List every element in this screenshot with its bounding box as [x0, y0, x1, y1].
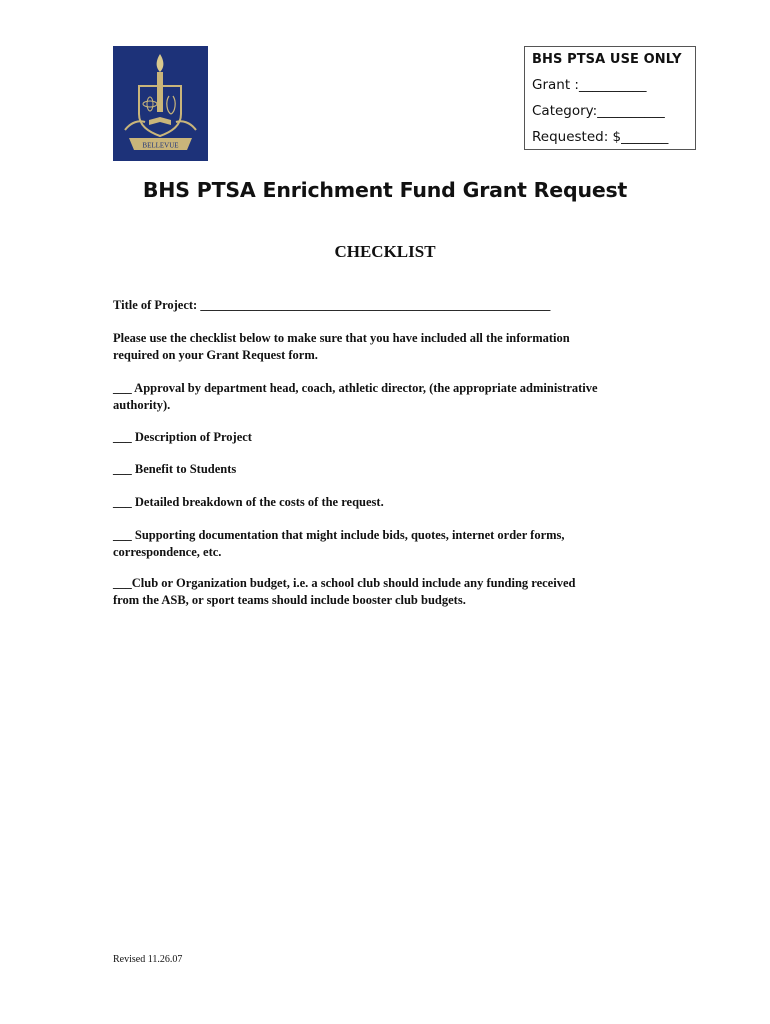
- school-crest-icon: [113, 46, 208, 161]
- page-title: BHS PTSA Enrichment Fund Grant Request: [142, 178, 628, 202]
- checklist-item-approval: ___ Approval by department head, coach, athletic director, (the appropriate administrative: [113, 381, 598, 395]
- checklist-item-approval-cont: authority).: [113, 398, 171, 412]
- checklist-item-budget-cont: from the ASB, or sport teams should include booster club budgets.: [113, 593, 466, 607]
- checklist-item-supporting-docs: ___ Supporting documentation that might include bids, quotes, internet order forms,: [113, 528, 565, 542]
- project-title-field[interactable]: Title of Project: ________________________________________________________: [113, 298, 551, 312]
- checklist-item-benefit: ___ Benefit to Students: [113, 462, 237, 476]
- checklist-item-description: ___ Description of Project: [113, 430, 252, 444]
- checklist-item-supporting-docs-cont: correspondence, etc.: [113, 545, 222, 559]
- instructions-line-2: required on your Grant Request form.: [113, 348, 318, 362]
- checklist-item-budget: ___Club or Organization budget, i.e. a school club should include any funding received: [113, 576, 576, 590]
- grant-field[interactable]: Grant :__________: [532, 77, 647, 93]
- checklist-item-cost-breakdown: ___ Detailed breakdown of the costs of the request.: [113, 495, 384, 509]
- ptsa-use-only-box: [524, 46, 696, 150]
- use-only-heading: BHS PTSA USE ONLY: [532, 52, 682, 67]
- category-field[interactable]: Category:__________: [532, 103, 665, 119]
- requested-field[interactable]: Requested: $_______: [532, 129, 669, 145]
- revision-date: Revised 11.26.07: [113, 954, 183, 965]
- svg-text:BELLEVUE: BELLEVUE: [142, 141, 179, 150]
- instructions-line-1: Please use the checklist below to make sure that you have included all the information: [113, 331, 570, 345]
- checklist-heading: CHECKLIST: [334, 242, 436, 261]
